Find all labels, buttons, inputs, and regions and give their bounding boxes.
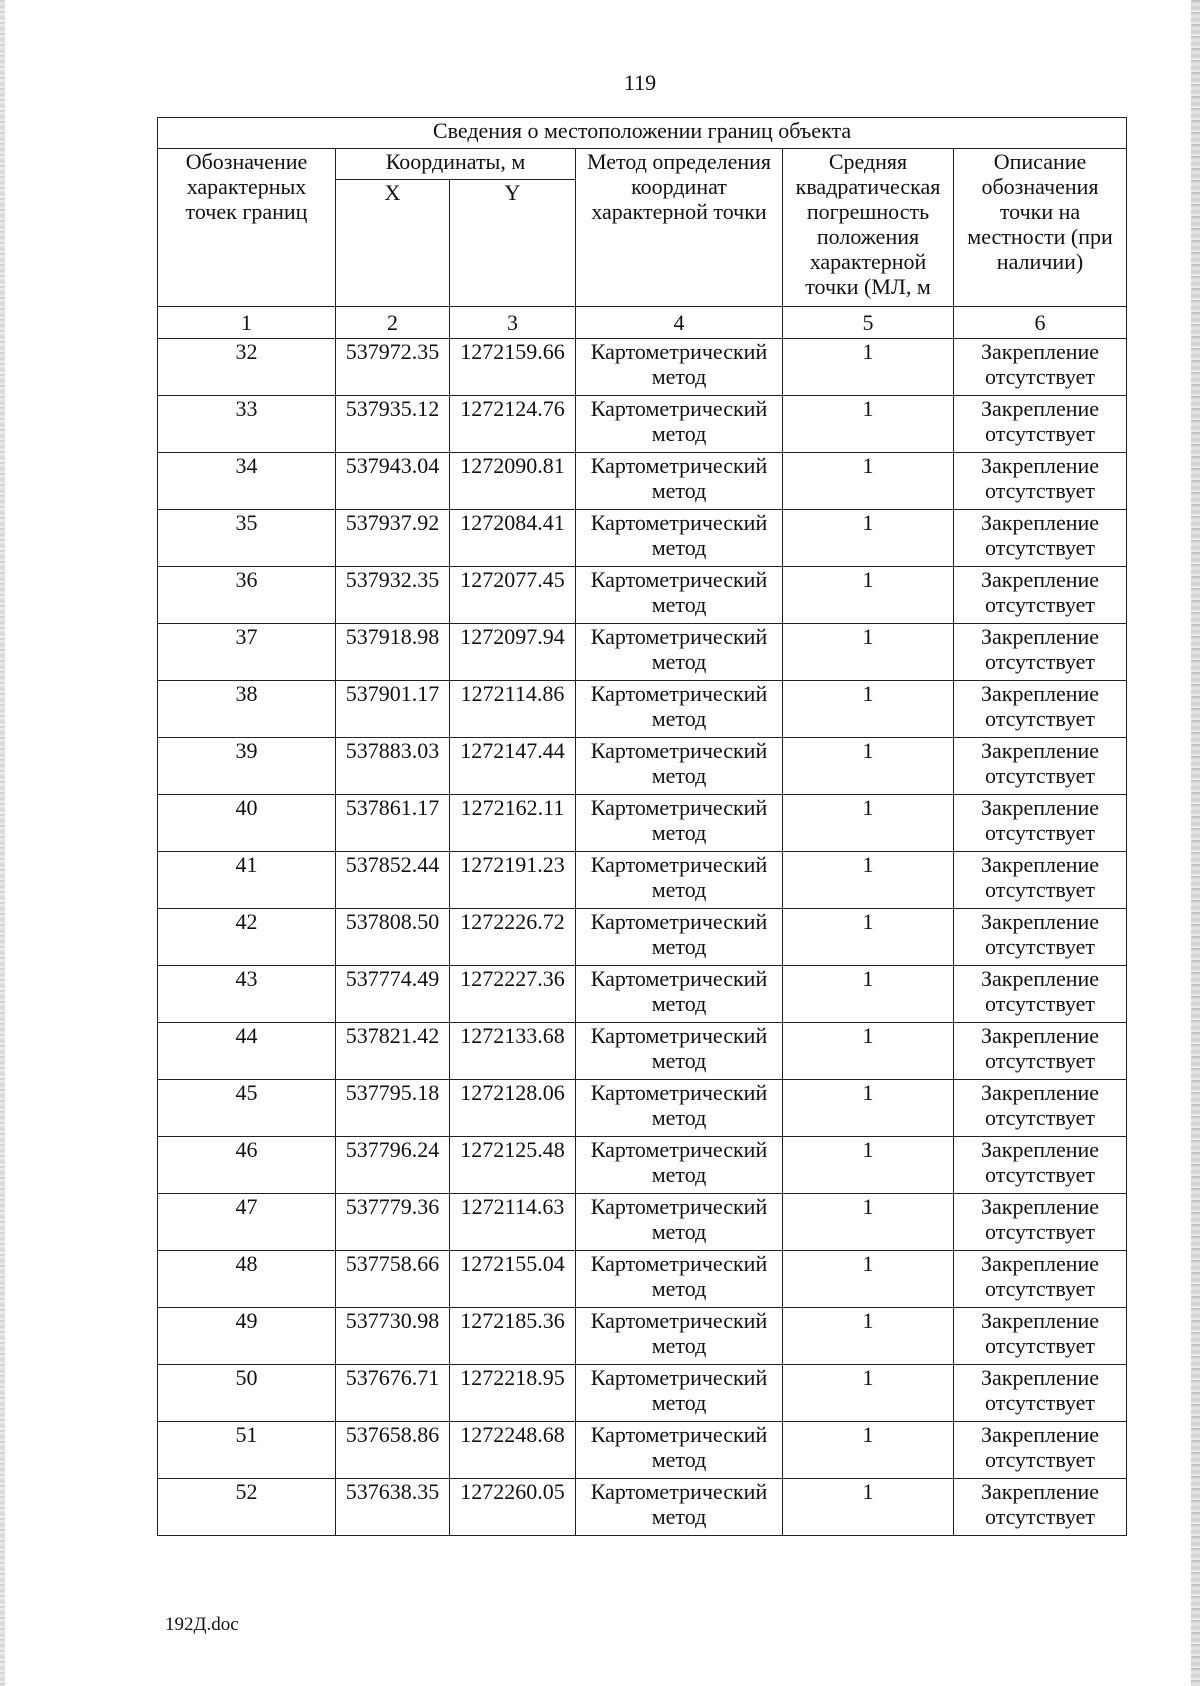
cell-description: Закрепление отсутствует	[954, 966, 1127, 1023]
cell-y: 1272125.48	[450, 1137, 576, 1194]
cell-method: Картометрический метод	[576, 1308, 783, 1365]
header-y: Y	[450, 180, 576, 307]
cell-point: 36	[158, 567, 336, 624]
cell-x: 537852.44	[336, 852, 450, 909]
table-row	[158, 396, 1127, 453]
table-title: Сведения о местоположении границ объекта	[158, 118, 1127, 149]
header-method: Метод определения координат характерной точки	[576, 149, 783, 307]
cell-point: 38	[158, 681, 336, 738]
footer-filename: 192Д.doc	[165, 1614, 239, 1635]
cell-error: 1	[783, 738, 954, 795]
cell-error: 1	[783, 966, 954, 1023]
column-number-row	[158, 307, 1127, 339]
table-row	[158, 852, 1127, 909]
cell-method: Картометрический метод	[576, 1023, 783, 1080]
cell-x: 537883.03	[336, 738, 450, 795]
cell-method: Картометрический метод	[576, 1251, 783, 1308]
page-number: 119	[623, 70, 657, 95]
boundary-coordinates-table	[157, 117, 1127, 1536]
cell-error: 1	[783, 909, 954, 966]
cell-error: 1	[783, 339, 954, 396]
cell-y: 1272248.68	[450, 1422, 576, 1479]
cell-point: 49	[158, 1308, 336, 1365]
cell-x: 537932.35	[336, 567, 450, 624]
cell-method: Картометрический метод	[576, 567, 783, 624]
cell-description: Закрепление отсутствует	[954, 1422, 1127, 1479]
cell-error: 1	[783, 1023, 954, 1080]
cell-description: Закрепление отсутствует	[954, 567, 1127, 624]
cell-error: 1	[783, 1137, 954, 1194]
cell-method: Картометрический метод	[576, 1137, 783, 1194]
cell-y: 1272084.41	[450, 510, 576, 567]
cell-error: 1	[783, 1080, 954, 1137]
cell-y: 1272077.45	[450, 567, 576, 624]
header-point-designation: Обозначение характерных точек границ	[158, 149, 336, 307]
cell-x: 537676.71	[336, 1365, 450, 1422]
cell-point: 50	[158, 1365, 336, 1422]
cell-method: Картометрический метод	[576, 1422, 783, 1479]
cell-description: Закрепление отсутствует	[954, 1479, 1127, 1536]
cell-y: 1272114.63	[450, 1194, 576, 1251]
cell-point: 33	[158, 396, 336, 453]
cell-point: 52	[158, 1479, 336, 1536]
cell-y: 1272227.36	[450, 966, 576, 1023]
cell-point: 46	[158, 1137, 336, 1194]
table-row	[158, 1023, 1127, 1080]
cell-y: 1272218.95	[450, 1365, 576, 1422]
cell-error: 1	[783, 453, 954, 510]
cell-point: 32	[158, 339, 336, 396]
cell-y: 1272226.72	[450, 909, 576, 966]
cell-description: Закрепление отсутствует	[954, 396, 1127, 453]
cell-method: Картометрический метод	[576, 909, 783, 966]
cell-method: Картометрический метод	[576, 738, 783, 795]
table-row	[158, 1080, 1127, 1137]
cell-point: 34	[158, 453, 336, 510]
cell-description: Закрепление отсутствует	[954, 852, 1127, 909]
cell-error: 1	[783, 567, 954, 624]
column-number: 2	[336, 307, 450, 339]
scan-edge-right	[1191, 0, 1200, 1686]
cell-y: 1272128.06	[450, 1080, 576, 1137]
cell-point: 41	[158, 852, 336, 909]
cell-x: 537972.35	[336, 339, 450, 396]
table-row	[158, 966, 1127, 1023]
cell-method: Картометрический метод	[576, 624, 783, 681]
header-error: Средняя квадратическая погрешность положения характерной точки (МЛ, м	[783, 149, 954, 307]
cell-y: 1272185.36	[450, 1308, 576, 1365]
cell-x: 537821.42	[336, 1023, 450, 1080]
cell-description: Закрепление отсутствует	[954, 624, 1127, 681]
cell-x: 537795.18	[336, 1080, 450, 1137]
cell-description: Закрепление отсутствует	[954, 1137, 1127, 1194]
cell-description: Закрепление отсутствует	[954, 1023, 1127, 1080]
cell-error: 1	[783, 1365, 954, 1422]
table-row	[158, 681, 1127, 738]
cell-method: Картометрический метод	[576, 453, 783, 510]
table-row	[158, 1251, 1127, 1308]
cell-description: Закрепление отсутствует	[954, 1194, 1127, 1251]
cell-description: Закрепление отсутствует	[954, 795, 1127, 852]
cell-method: Картометрический метод	[576, 966, 783, 1023]
cell-point: 40	[158, 795, 336, 852]
cell-error: 1	[783, 795, 954, 852]
cell-y: 1272090.81	[450, 453, 576, 510]
cell-error: 1	[783, 624, 954, 681]
cell-error: 1	[783, 396, 954, 453]
cell-description: Закрепление отсутствует	[954, 1080, 1127, 1137]
cell-x: 537638.35	[336, 1479, 450, 1536]
cell-error: 1	[783, 852, 954, 909]
cell-point: 48	[158, 1251, 336, 1308]
column-number: 1	[158, 307, 336, 339]
cell-error: 1	[783, 1308, 954, 1365]
cell-error: 1	[783, 1479, 954, 1536]
cell-description: Закрепление отсутствует	[954, 1365, 1127, 1422]
cell-y: 1272124.76	[450, 396, 576, 453]
cell-method: Картометрический метод	[576, 1080, 783, 1137]
cell-description: Закрепление отсутствует	[954, 909, 1127, 966]
cell-point: 42	[158, 909, 336, 966]
cell-description: Закрепление отсутствует	[954, 339, 1127, 396]
cell-error: 1	[783, 510, 954, 567]
table-row	[158, 624, 1127, 681]
cell-x: 537861.17	[336, 795, 450, 852]
cell-y: 1272162.11	[450, 795, 576, 852]
cell-x: 537774.49	[336, 966, 450, 1023]
table-row	[158, 1422, 1127, 1479]
table-row	[158, 1194, 1127, 1251]
cell-description: Закрепление отсутствует	[954, 738, 1127, 795]
table-row	[158, 1365, 1127, 1422]
cell-point: 37	[158, 624, 336, 681]
cell-error: 1	[783, 1194, 954, 1251]
cell-method: Картометрический метод	[576, 1479, 783, 1536]
cell-y: 1272097.94	[450, 624, 576, 681]
cell-y: 1272147.44	[450, 738, 576, 795]
cell-method: Картометрический метод	[576, 795, 783, 852]
cell-error: 1	[783, 1251, 954, 1308]
table-row	[158, 1308, 1127, 1365]
cell-method: Картометрический метод	[576, 339, 783, 396]
header-description: Описание обозначения точки на местности (при наличии)	[954, 149, 1127, 307]
table-row	[158, 510, 1127, 567]
table-row	[158, 1137, 1127, 1194]
cell-x: 537935.12	[336, 396, 450, 453]
cell-point: 35	[158, 510, 336, 567]
cell-x: 537943.04	[336, 453, 450, 510]
header-x: X	[336, 180, 450, 307]
cell-y: 1272159.66	[450, 339, 576, 396]
cell-y: 1272133.68	[450, 1023, 576, 1080]
table-row	[158, 795, 1127, 852]
cell-x: 537758.66	[336, 1251, 450, 1308]
table-row	[158, 738, 1127, 795]
scan-edge-left	[0, 0, 5, 1686]
cell-point: 47	[158, 1194, 336, 1251]
cell-point: 39	[158, 738, 336, 795]
table-row	[158, 909, 1127, 966]
table-row	[158, 453, 1127, 510]
cell-method: Картометрический метод	[576, 396, 783, 453]
cell-point: 43	[158, 966, 336, 1023]
cell-point: 51	[158, 1422, 336, 1479]
cell-point: 44	[158, 1023, 336, 1080]
cell-y: 1272260.05	[450, 1479, 576, 1536]
table-row	[158, 1479, 1127, 1536]
cell-y: 1272155.04	[450, 1251, 576, 1308]
cell-method: Картометрический метод	[576, 852, 783, 909]
cell-y: 1272191.23	[450, 852, 576, 909]
cell-x: 537901.17	[336, 681, 450, 738]
cell-description: Закрепление отсутствует	[954, 681, 1127, 738]
cell-description: Закрепление отсутствует	[954, 1308, 1127, 1365]
cell-x: 537779.36	[336, 1194, 450, 1251]
cell-method: Картометрический метод	[576, 1365, 783, 1422]
cell-method: Картометрический метод	[576, 1194, 783, 1251]
cell-method: Картометрический метод	[576, 681, 783, 738]
cell-error: 1	[783, 681, 954, 738]
cell-x: 537796.24	[336, 1137, 450, 1194]
header-coordinates: Координаты, м	[336, 149, 576, 180]
cell-method: Картометрический метод	[576, 510, 783, 567]
cell-x: 537658.86	[336, 1422, 450, 1479]
cell-error: 1	[783, 1422, 954, 1479]
cell-point: 45	[158, 1080, 336, 1137]
table-row	[158, 339, 1127, 396]
cell-x: 537918.98	[336, 624, 450, 681]
table-row	[158, 567, 1127, 624]
cell-description: Закрепление отсутствует	[954, 510, 1127, 567]
column-number: 5	[783, 307, 954, 339]
cell-x: 537730.98	[336, 1308, 450, 1365]
column-number: 3	[450, 307, 576, 339]
column-number: 4	[576, 307, 783, 339]
cell-x: 537808.50	[336, 909, 450, 966]
cell-y: 1272114.86	[450, 681, 576, 738]
column-number: 6	[954, 307, 1127, 339]
cell-x: 537937.92	[336, 510, 450, 567]
cell-description: Закрепление отсутствует	[954, 453, 1127, 510]
cell-description: Закрепление отсутствует	[954, 1251, 1127, 1308]
